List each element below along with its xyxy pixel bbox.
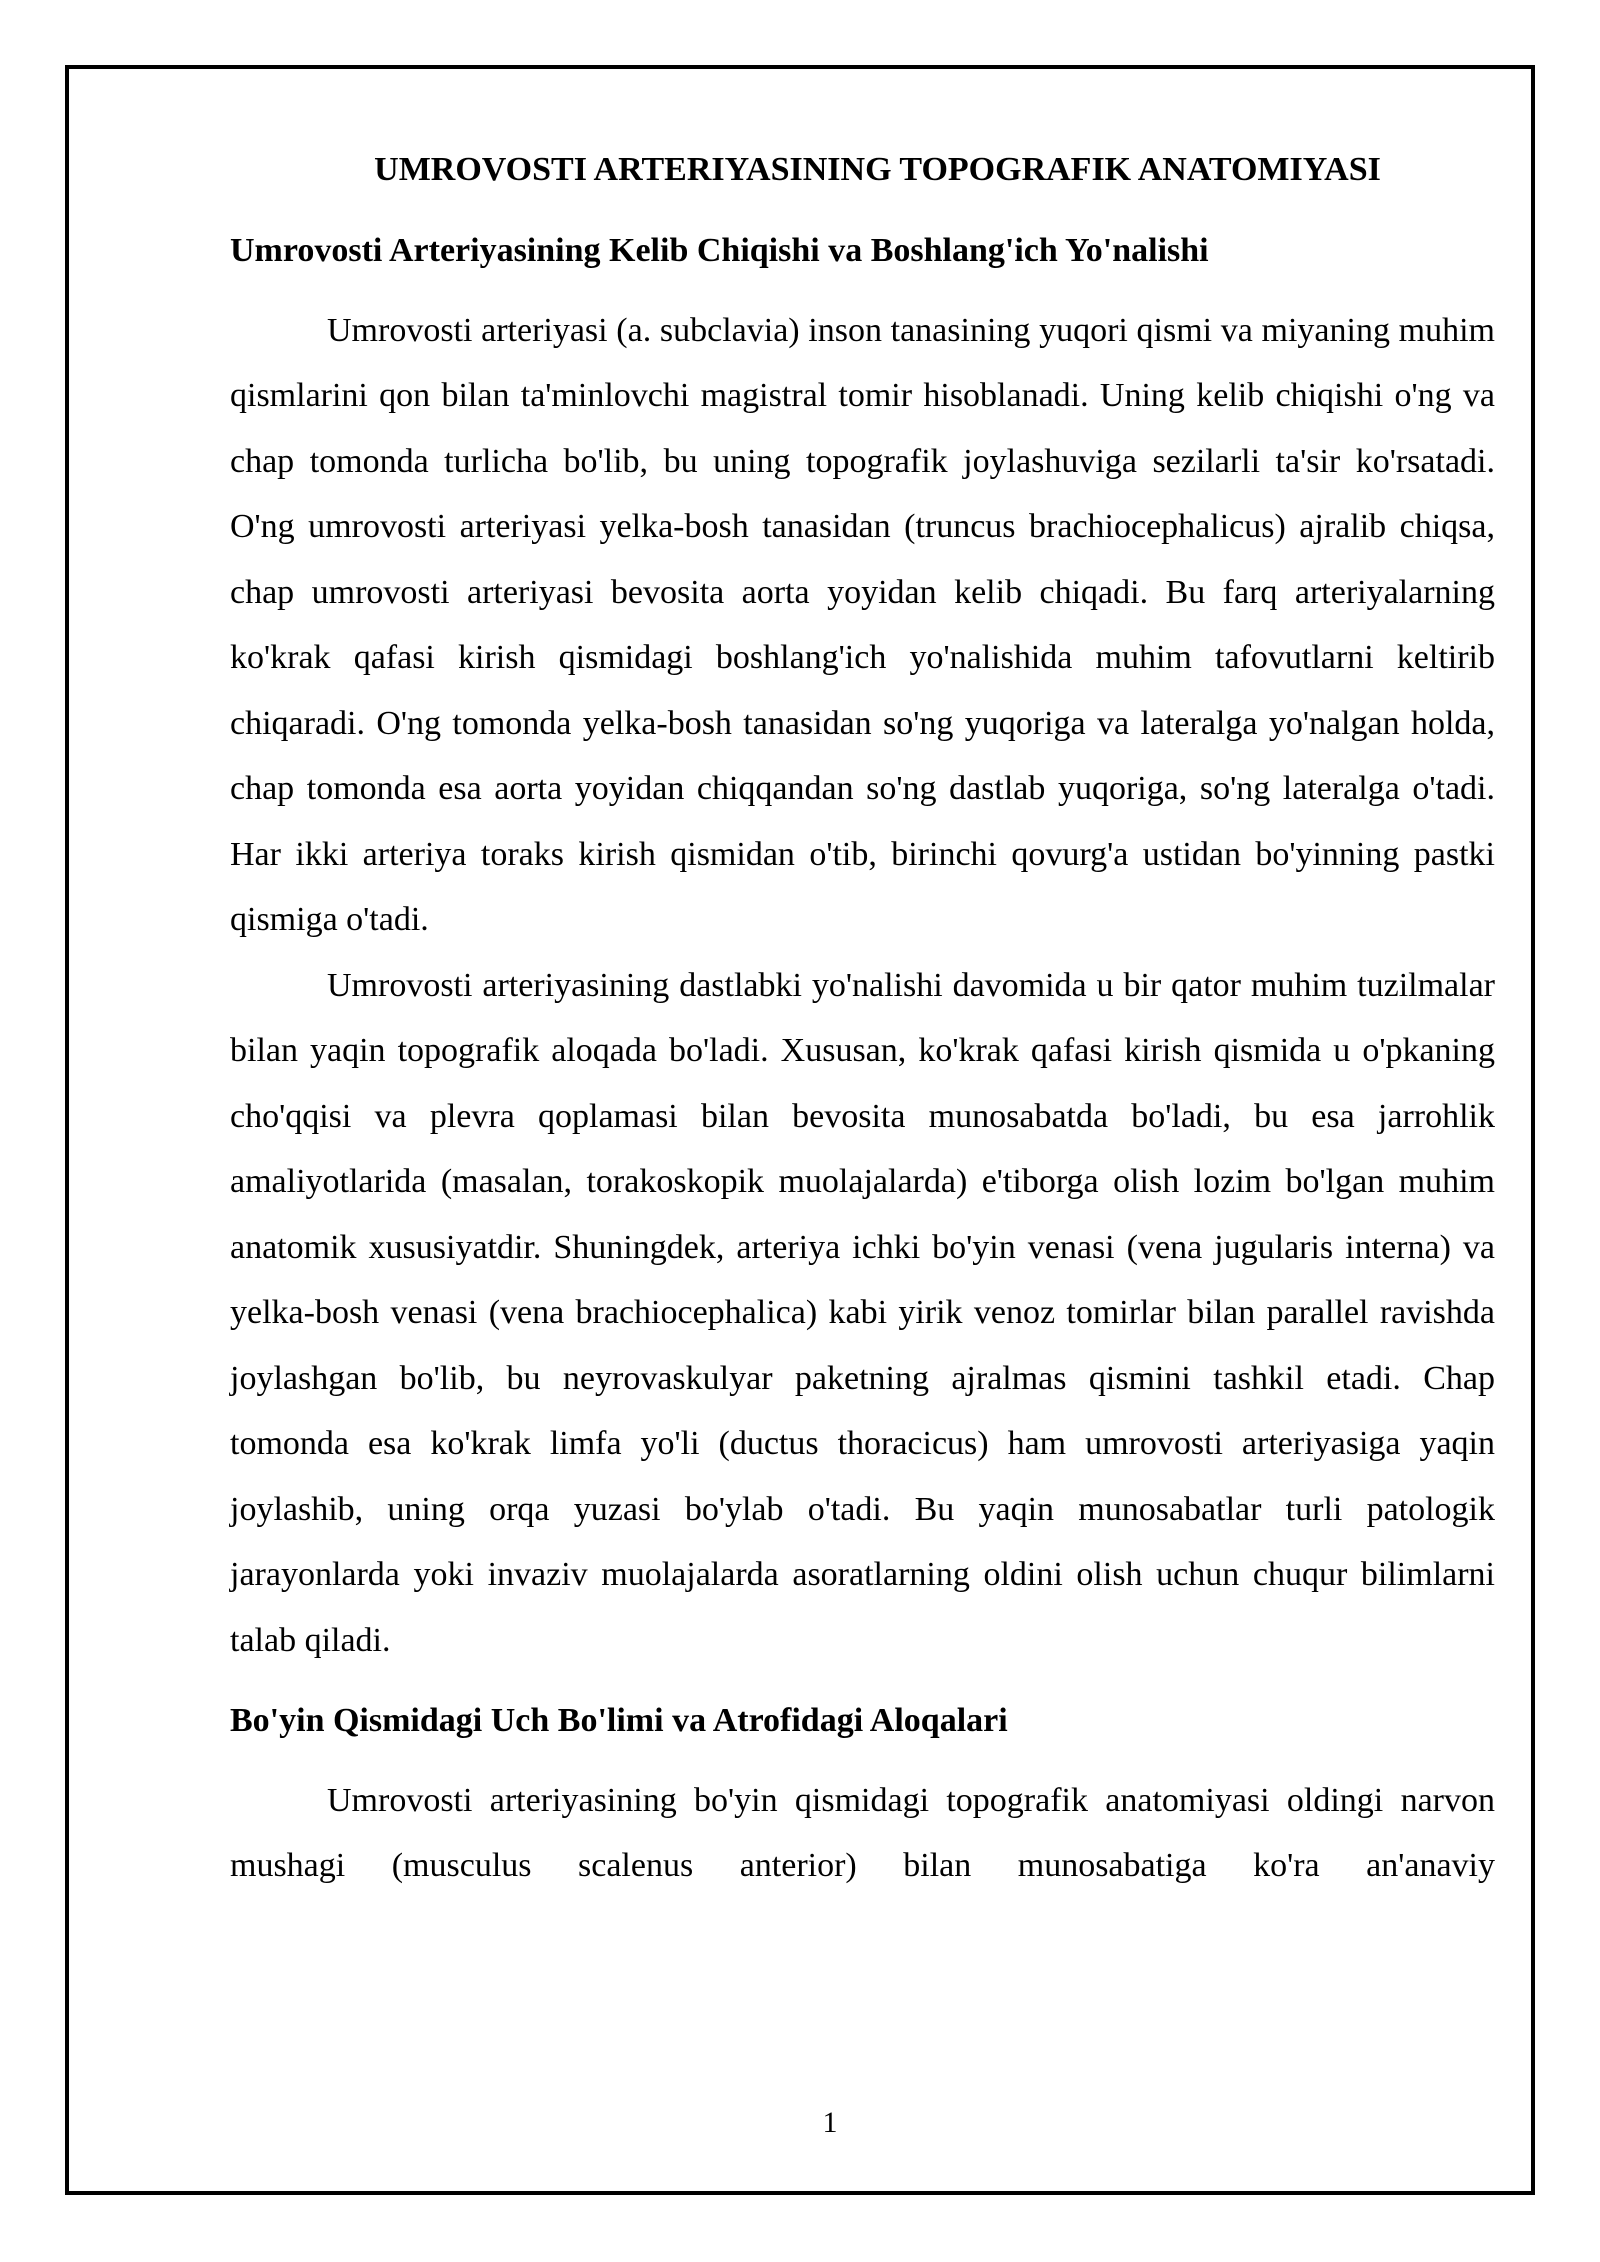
paragraph: Umrovosti arteriyasining dastlabki yo'nalishi davomida u bir qator muhim tuzilmalar bilan yaqin topografik aloqada bo'ladi. Xususan, ko'krak qafasi kirish qismida u o'pkaning cho'qqisi va plevra qoplamasi bilan bevosita munosabatda bo'ladi, bu esa jarrohlik amaliyotlarida (masalan, torakoskopik muolajalarda) e'tiborga olish lozim bo'lgan muhim anatomik xususiyatdir. Shuningdek, arteriya ichki bo'yin venasi (vena jugularis interna) va yelka-bosh venasi (vena brachiocephalica) kabi yirik venoz tomirlar bilan parallel ravishda joylashgan bo'lib, bu neyrovaskulyar paketning ajralmas qismini tashkil etadi. Chap tomonda esa ko'krak limfa yo'li (ductus thoracicus) ham umrovosti arteriyasiga yaqin joylashib, uning orqa yuzasi bo'ylab o'tadi. Bu yaqin munosabatlar turli patologik jarayonlarda yoki invaziv muolajalarda asoratlarning oldini olish uchun chuqur bilimlarni talab qiladi. [230,966,1495,1659]
section-body-origin [230,298,1495,1674]
page-number: 1 [822,2106,838,2139]
document-body [230,150,1495,1899]
paragraph: Umrovosti arteriyasi (a. subclavia) inson tanasining yuqori qismi va miyaning muhim qismlarini qon bilan ta'minlovchi magistral tomir hisoblanadi. Uning kelib chiqishi o'ng va chap tomonda turlicha bo'lib, bu uning topografik joylashuviga sezilarli ta'sir ko'rsatadi. O'ng umrovosti arteriyasi yelka-bosh tanasidan (truncus brachiocephalicus) ajralib chiqsa, chap umrovosti arteriyasi bevosita aorta yoyidan kelib chiqadi. Bu farq arteriyalarning ko'krak qafasi kirish qismidagi boshlang'ich yo'nalishida muhim tafovutlarni keltirib chiqaradi. O'ng tomonda yelka-bosh tanasidan so'ng yuqoriga va lateralga yo'nalgan holda, chap tomonda esa aorta yoyidan chiqqandan so'ng dastlab yuqoriga, so'ng lateralga o'tadi. Har ikki arteriya toraks kirish qismidan o'tib, birinchi qovurg'a ustidan bo'yinning pastki qismiga o'tadi. [230,311,1495,939]
paragraph: Umrovosti arteriyasining bo'yin qismidagi topografik anatomiyasi oldingi narvon mushagi (musculus scalenus anterior) bilan munosabatiga ko'ra an'anaviy [230,1781,1495,1885]
section-heading-neck: Bo'yin Qismidagi Uch Bo'limi va Atrofidagi Aloqalari [230,1702,1008,1740]
document-title: UMROVOSTI ARTERIYASINING TOPOGRAFIK ANATOMIYASI [374,151,1381,188]
section-heading-origin: Umrovosti Arteriyasining Kelib Chiqishi va Boshlang'ich Yo'nalishi [230,231,1209,269]
section-body-neck [230,1768,1495,1899]
